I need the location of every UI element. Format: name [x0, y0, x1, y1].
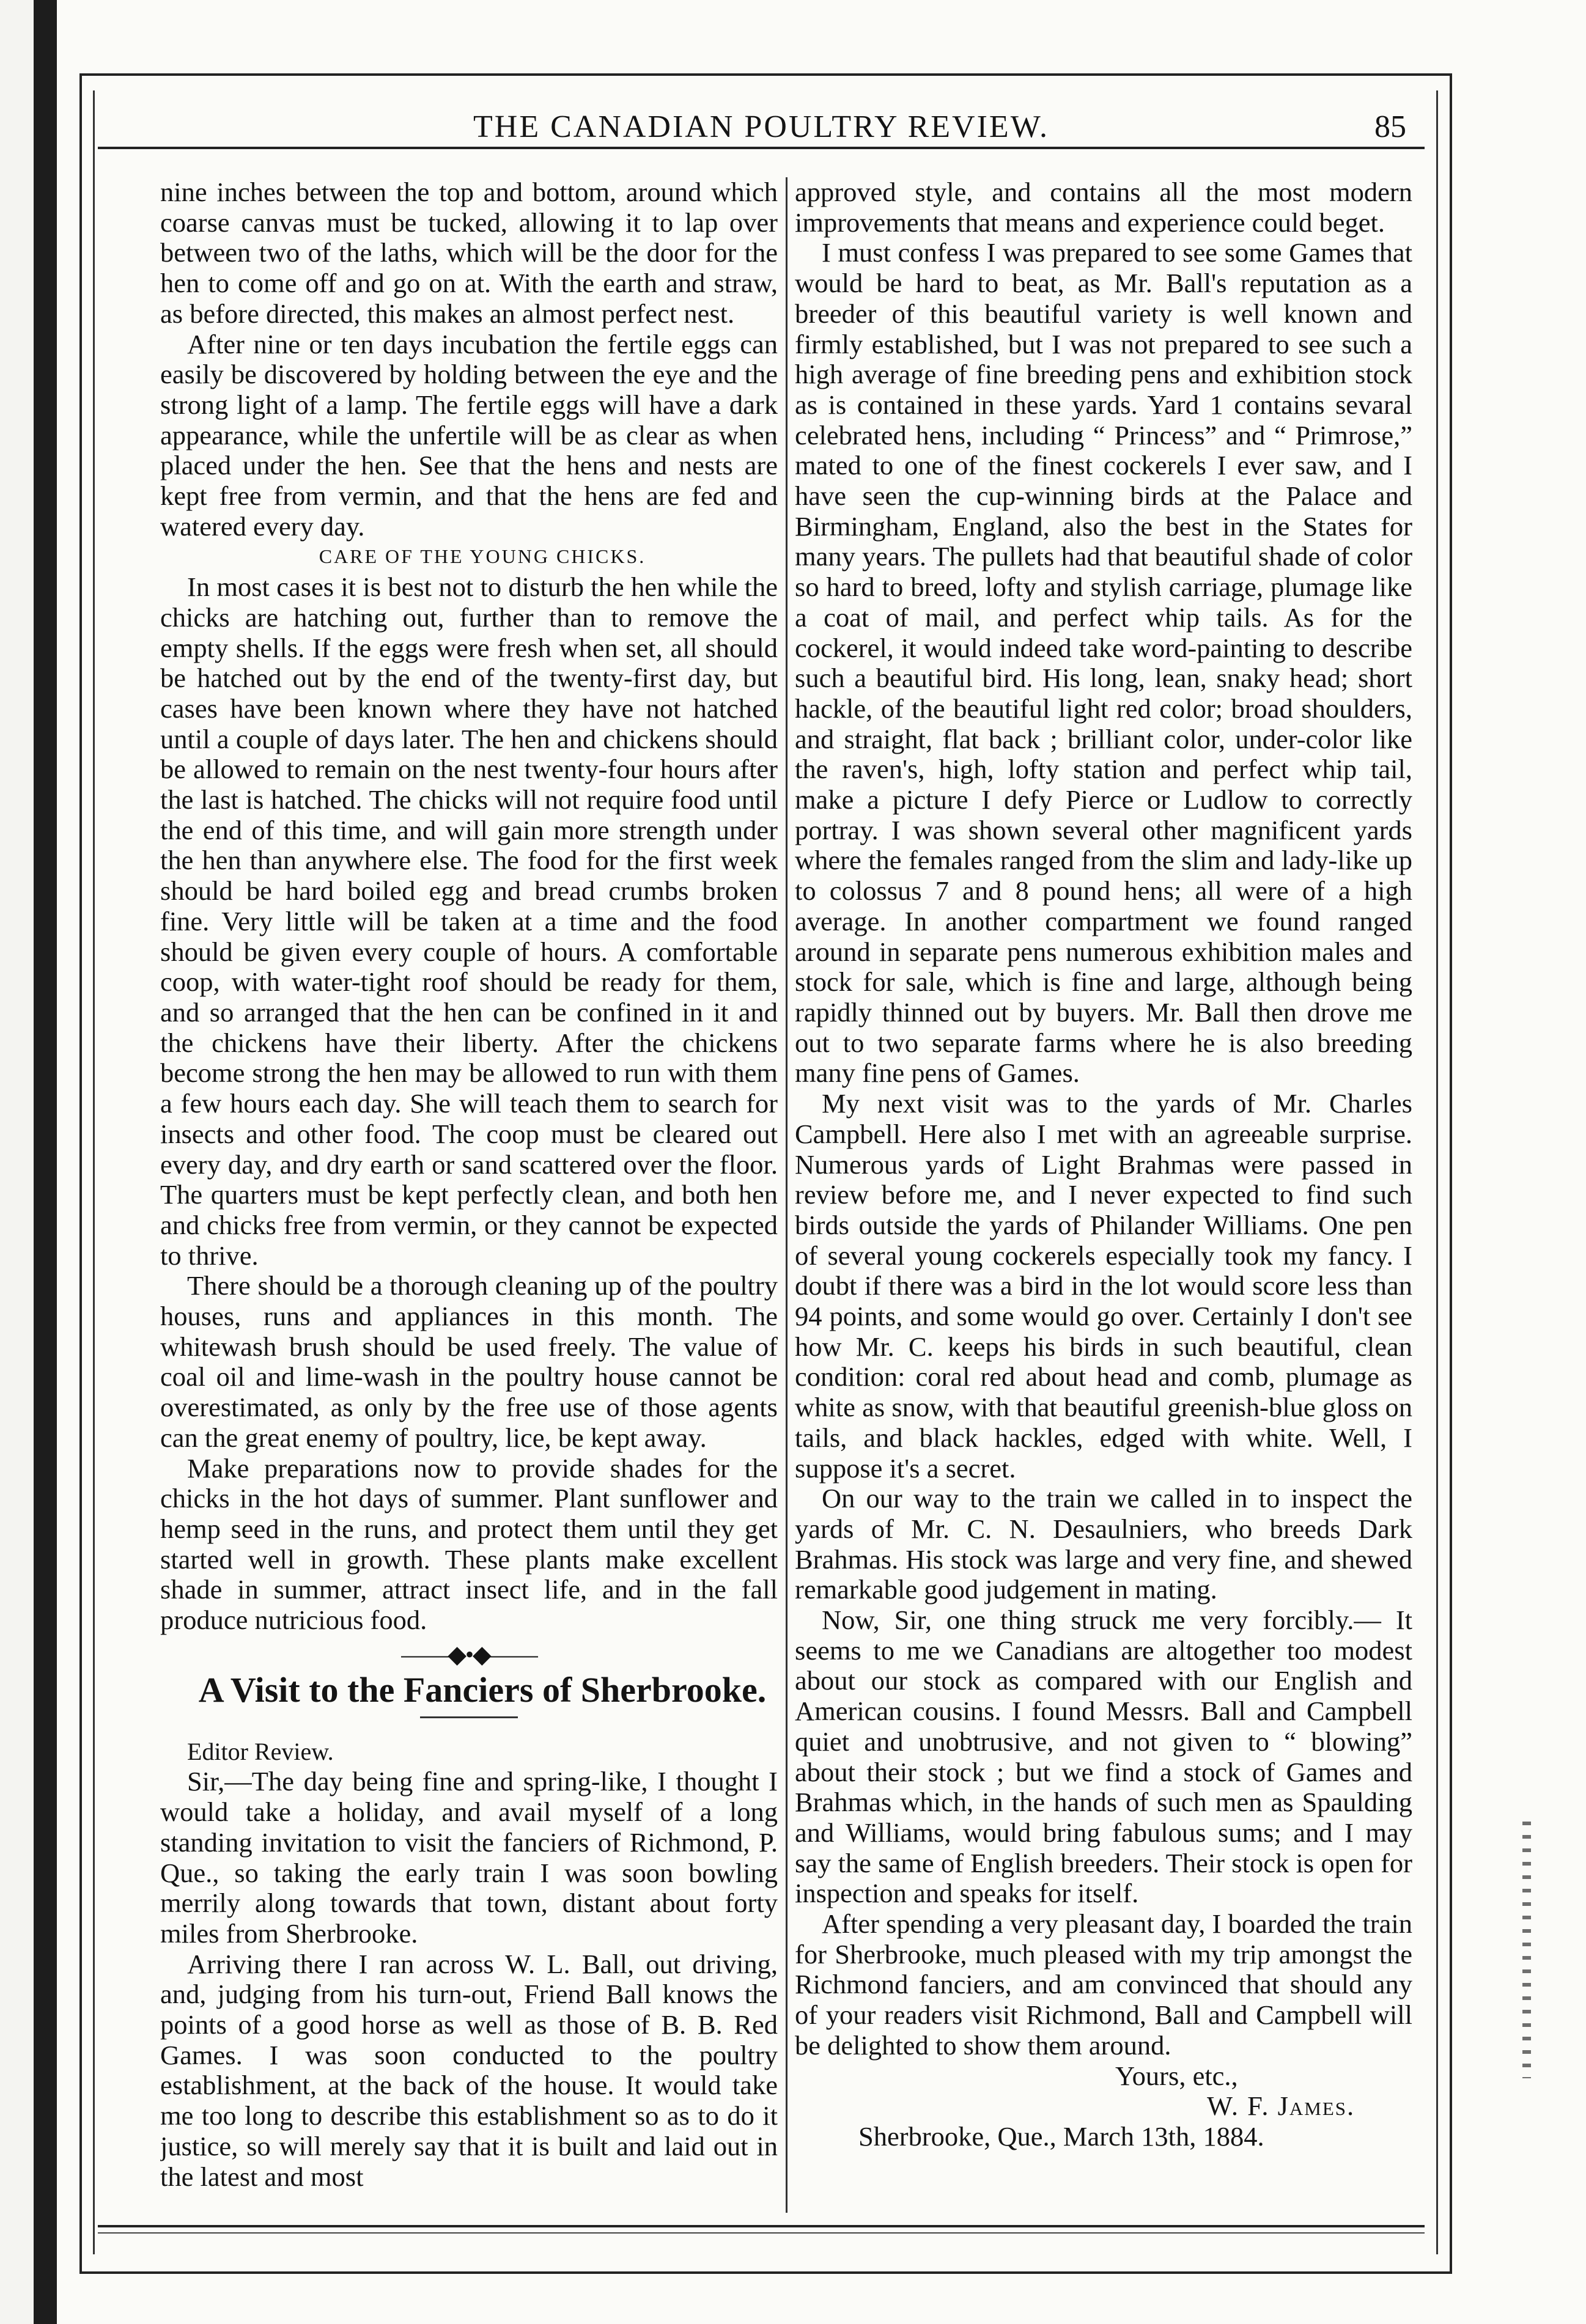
scan-edge-marks — [1522, 1822, 1531, 2078]
paragraph: Make preparations now to provide shades for the chicks in the hot days of summer. Plant sunflower and hemp seed in the runs, and protect them until they get started well in growth. These plants make excellent shade in summer, attract insect life, and in the fall produce nutricious food. — [160, 1452, 778, 1636]
paragraph: I must confess I was prepared to see some Games that would be hard to beat, as Mr. Ball's reputation as a breeder of this beautiful variety is well known and firmly established, but I was not prepared to see such a high average of fine breeding pens and exhibition stock as is contained in these yards. Yard 1 contains sevaral celebrated hens, including “ Princess” and “ Primrose,” mated to one of the finest cockerels I ever saw, and I have seen the cup-winning birds at the Palace and Birmingham, England, also the best in the States for many years. The pullets had that beautiful shade of color so hard to breed, lofty and stylish carriage, plumage like a coat of mail, and perfect whip tails. As for the cockerel, it would indeed take word-painting to describe such a beautiful bird. His long, lean, snaky head; short hackle, of the beautiful light red color; broad shoulders, and straight, flat back ; brilliant color, under-color like the raven's, high, lofty station and perfect whip tail, make a picture I defy Pierce or Ludlow to correctly portray. I was shown several other magnificent yards where the females ranged from the slim and lady-like up to colossus 7 and 8 pound hens; all were of a high average. In another compartment we found ranged around in separate pens numerous exhibition males and stock for sale, which is fine and large, although being rapidly thinned out by buyers. Mr. Ball then drove me out to two separate farms where he is also breeding many fine pens of Games. — [795, 237, 1412, 1089]
paragraph: nine inches between the top and bottom, around which coarse canvas must be tucked, allowing it to lap over between two of the laths, which will be the door for the hen to come off and go on at. With the earth and straw, as before directed, this makes an almost perfect nest. — [160, 177, 778, 329]
paragraph: After nine or ten days incubation the fertile eggs can easily be discovered by holding between the eye and the strong light of a lamp. The fertile eggs will have a dark appearance, while the unfertile will be as clear as when placed under the hen. See that the hens and nests are kept free from vermin, and that the hens are fed and watered every day. — [160, 328, 778, 542]
paragraph: My next visit was to the yards of Mr. Charles Campbell. Here also I met with an agreeable surprise. Numerous yards of Light Brahmas were passed in review before me, and I never expected to find such birds outside the yards of Philander Williams. One pen of several young cockerels especially took my fancy. I doubt if there was a bird in the lot would score less than 94 points, and some would go over. Certainly I don't see how Mr. C. keeps his birds in such beautiful, clean condition: coral red about head and comb, plumage as white as snow, with that beautiful greenish-blue gloss on tails, and black hackles, edged with white. Well, I suppose it's a secret. — [795, 1088, 1412, 1484]
letter-closing: Yours, etc., — [1115, 2060, 1238, 2091]
binding-shadow — [34, 0, 57, 2324]
title-rule — [420, 1716, 518, 1718]
page-margin — [0, 0, 34, 2324]
paragraph: In most cases it is best not to disturb the hen while the chicks are hatching out, further than to remove the empty shells. If the eggs were fresh when set, all should be hatched out by the end of the twenty-first day, but cases have been known where they have not hatched until a couple of days later. The hen and chickens should be allowed to remain on the nest twenty-four hours after the last is hatched. The chicks will not require food until the end of this time, and will gain more strength under the hen than anywhere else. The food for the first week should be hard boiled egg and bread crumbs broken fine. Very little will be taken at a time and the food should be given every couple of hours. A comfortable coop, with water-tight roof should be ready for them, and so arranged that the hen can be confined in it and the chickens have their liberty. After the chickens become strong the hen may be allowed to run with them a few hours each day. She will teach them to search for insects and other food. The coop must be cleared out every day, and dry earth or sand scattered over the floor. The quarters must be kept perfectly clean, and both hen and chicks free from vermin, or they cannot be expected to thrive. — [160, 572, 778, 1271]
paragraph: Now, Sir, one thing struck me very forcibly.— It seems to me we Canadians are altogether too modest about our stock as compared with our English and American cousins. I found Messrs. Ball and Campbell quiet and unobtrusive, and not given to “ blowing” about their stock ; but we find a stock of Games and Brahmas which, in the hands of such men as Spaulding and Williams, would bring fabulous sums; and I may say the same of English breeders. Their stock is open for inspection and speaks for itself. — [795, 1605, 1412, 1909]
bottom-rule — [98, 2225, 1425, 2227]
paragraph: There should be a thorough cleaning up of the poultry houses, runs and appliances in this month. The whitewash brush should be used freely. The value of coal oil and lime-wash in the poultry house cannot be overestimated, as only by the free use of those agents can the great enemy of poultry, lice, be kept away. — [160, 1270, 778, 1453]
column-rule — [786, 177, 787, 2213]
letter-signature: W. F. James. — [1207, 2090, 1355, 2122]
bottom-rule-thin — [98, 2232, 1425, 2234]
right-column — [795, 177, 1412, 2213]
section-subheading: CARE OF THE YOUNG CHICKS. — [319, 545, 646, 568]
letter-dateline: Sherbrooke, Que., March 13th, 1884. — [858, 2121, 1264, 2152]
page-number: 85 — [1374, 109, 1406, 144]
running-title: THE CANADIAN POULTRY REVIEW. — [473, 109, 1049, 144]
paragraph: Sir,—The day being fine and spring-like, I thought I would take a holiday, and avail myself of a long standing invitation to visit the fanciers of Richmond, P. Que., so taking the early train I was soon bowling merrily along towards that town, distant about forty miles from Sherbrooke. — [160, 1766, 778, 1949]
section-ornament: ——◆•◆—— — [401, 1640, 537, 1668]
paragraph: approved style, and contains all the most modern improvements that means and experience could beget. — [795, 177, 1412, 238]
paragraph: Arriving there I ran across W. L. Ball, out driving, and, judging from his turn-out, Friend Ball knows the points of a good horse as well as those of B. B. Red Games. I was soon conducted to the poultry establishment, at the back of the house. It would take me too long to describe this establishment so as to do it justice, so will merely say that it is built and laid out in the latest and most — [160, 1948, 778, 2192]
paragraph: On our way to the train we called in to inspect the yards of Mr. C. N. Desaulniers, who breeds Dark Brahmas. His stock was large and very fine, and shewed remarkable good judgement in mating. — [795, 1483, 1412, 1605]
salutation: Editor Review. — [187, 1737, 334, 1765]
left-column — [160, 177, 778, 2213]
article-title: A Visit to the Fanciers of Sherbrooke. — [198, 1669, 767, 1710]
paragraph: After spending a very pleasant day, I boarded the train for Sherbrooke, much pleased with my trip amongst the Richmond fanciers, and am convinced that should any of your readers visit Richmond, Ball and Campbell will be delighted to show them around. — [795, 1908, 1412, 2061]
running-head — [98, 98, 1425, 149]
